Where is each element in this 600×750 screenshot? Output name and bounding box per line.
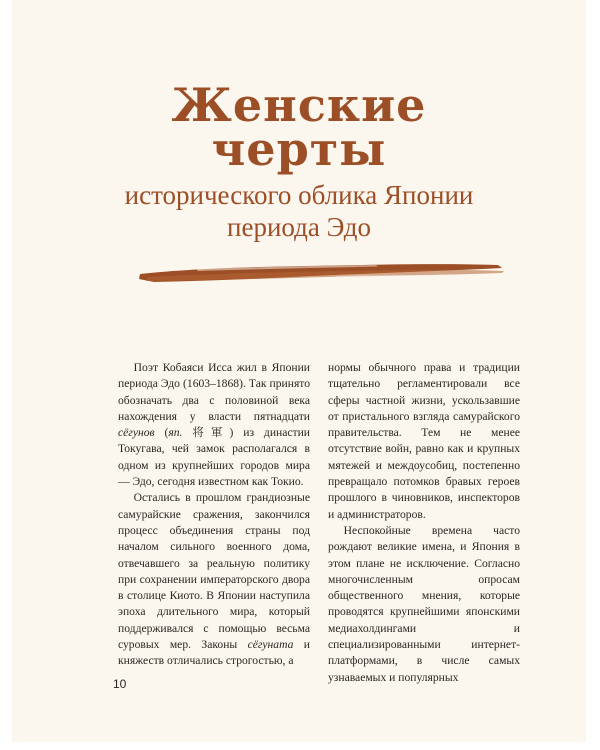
title-line-2: черты: [211, 122, 387, 176]
paragraph-continued: нормы обычного права и традиции тщательно регламентировали все сферы частной жизни, ускользавшие от пристального взгляда самурайского правительства. Тем не менее отсутствие войн, равно как и крупных мятежей и междоусобиц, постепенно превращало потомков бравых героев прошлого в чиновников, инспекторов и администраторов.: [328, 361, 520, 521]
text-column-left: [118, 360, 310, 670]
text-run: и княжеств отличались строгостью, а: [118, 638, 310, 668]
text-column-right: [328, 360, 520, 686]
page-number: 10: [113, 677, 127, 691]
paragraph-2: [118, 490, 310, 669]
text-run: Поэт Кобаяси Исса жил в Японии периода Эдо (1603–1868). Так принято обозначать два с половиной века нахождения у власти пятнадцати: [118, 361, 310, 423]
italic-term: сёгуната: [247, 638, 294, 652]
text-run: 将軍) из династии Токугава, чей замок располагался в одном из крупнейших городов мира — Эдо, сегодня известном как Токио.: [118, 426, 310, 489]
book-page: [12, 0, 586, 742]
subtitle-line-2: периода Эдо: [227, 212, 371, 242]
text-run: (: [154, 426, 169, 440]
subtitle-line-1: исторического облика Японии: [124, 180, 474, 210]
paragraph-1: [118, 360, 310, 490]
paragraph-3: Неспокойные времена часто рождают великие имена, и Япония в этом плане не исключение. Согласно многочисленным опросам общественного мнения, которые проводятся крупнейшими японскими медиахолдингами и специализированными интернет-платформами, в числе самых узнаваемых и популярных: [328, 523, 520, 684]
brush-stroke-divider: [136, 258, 506, 288]
italic-abbrev: яп.: [168, 426, 183, 440]
italic-term: сёгунов: [118, 426, 155, 440]
text-run: Остались в прошлом грандиозные самурайские сражения, закончился процесс объединения страны под началом сильного военного дома, отвечавшего за реальную политику при сохранении императорского двора в столице Киото. В Японии наступила эпоха длительного мира, который поддерживался с помощью весьма суровых мер. Законы: [118, 491, 310, 652]
title-line-1: Женские: [171, 78, 427, 132]
